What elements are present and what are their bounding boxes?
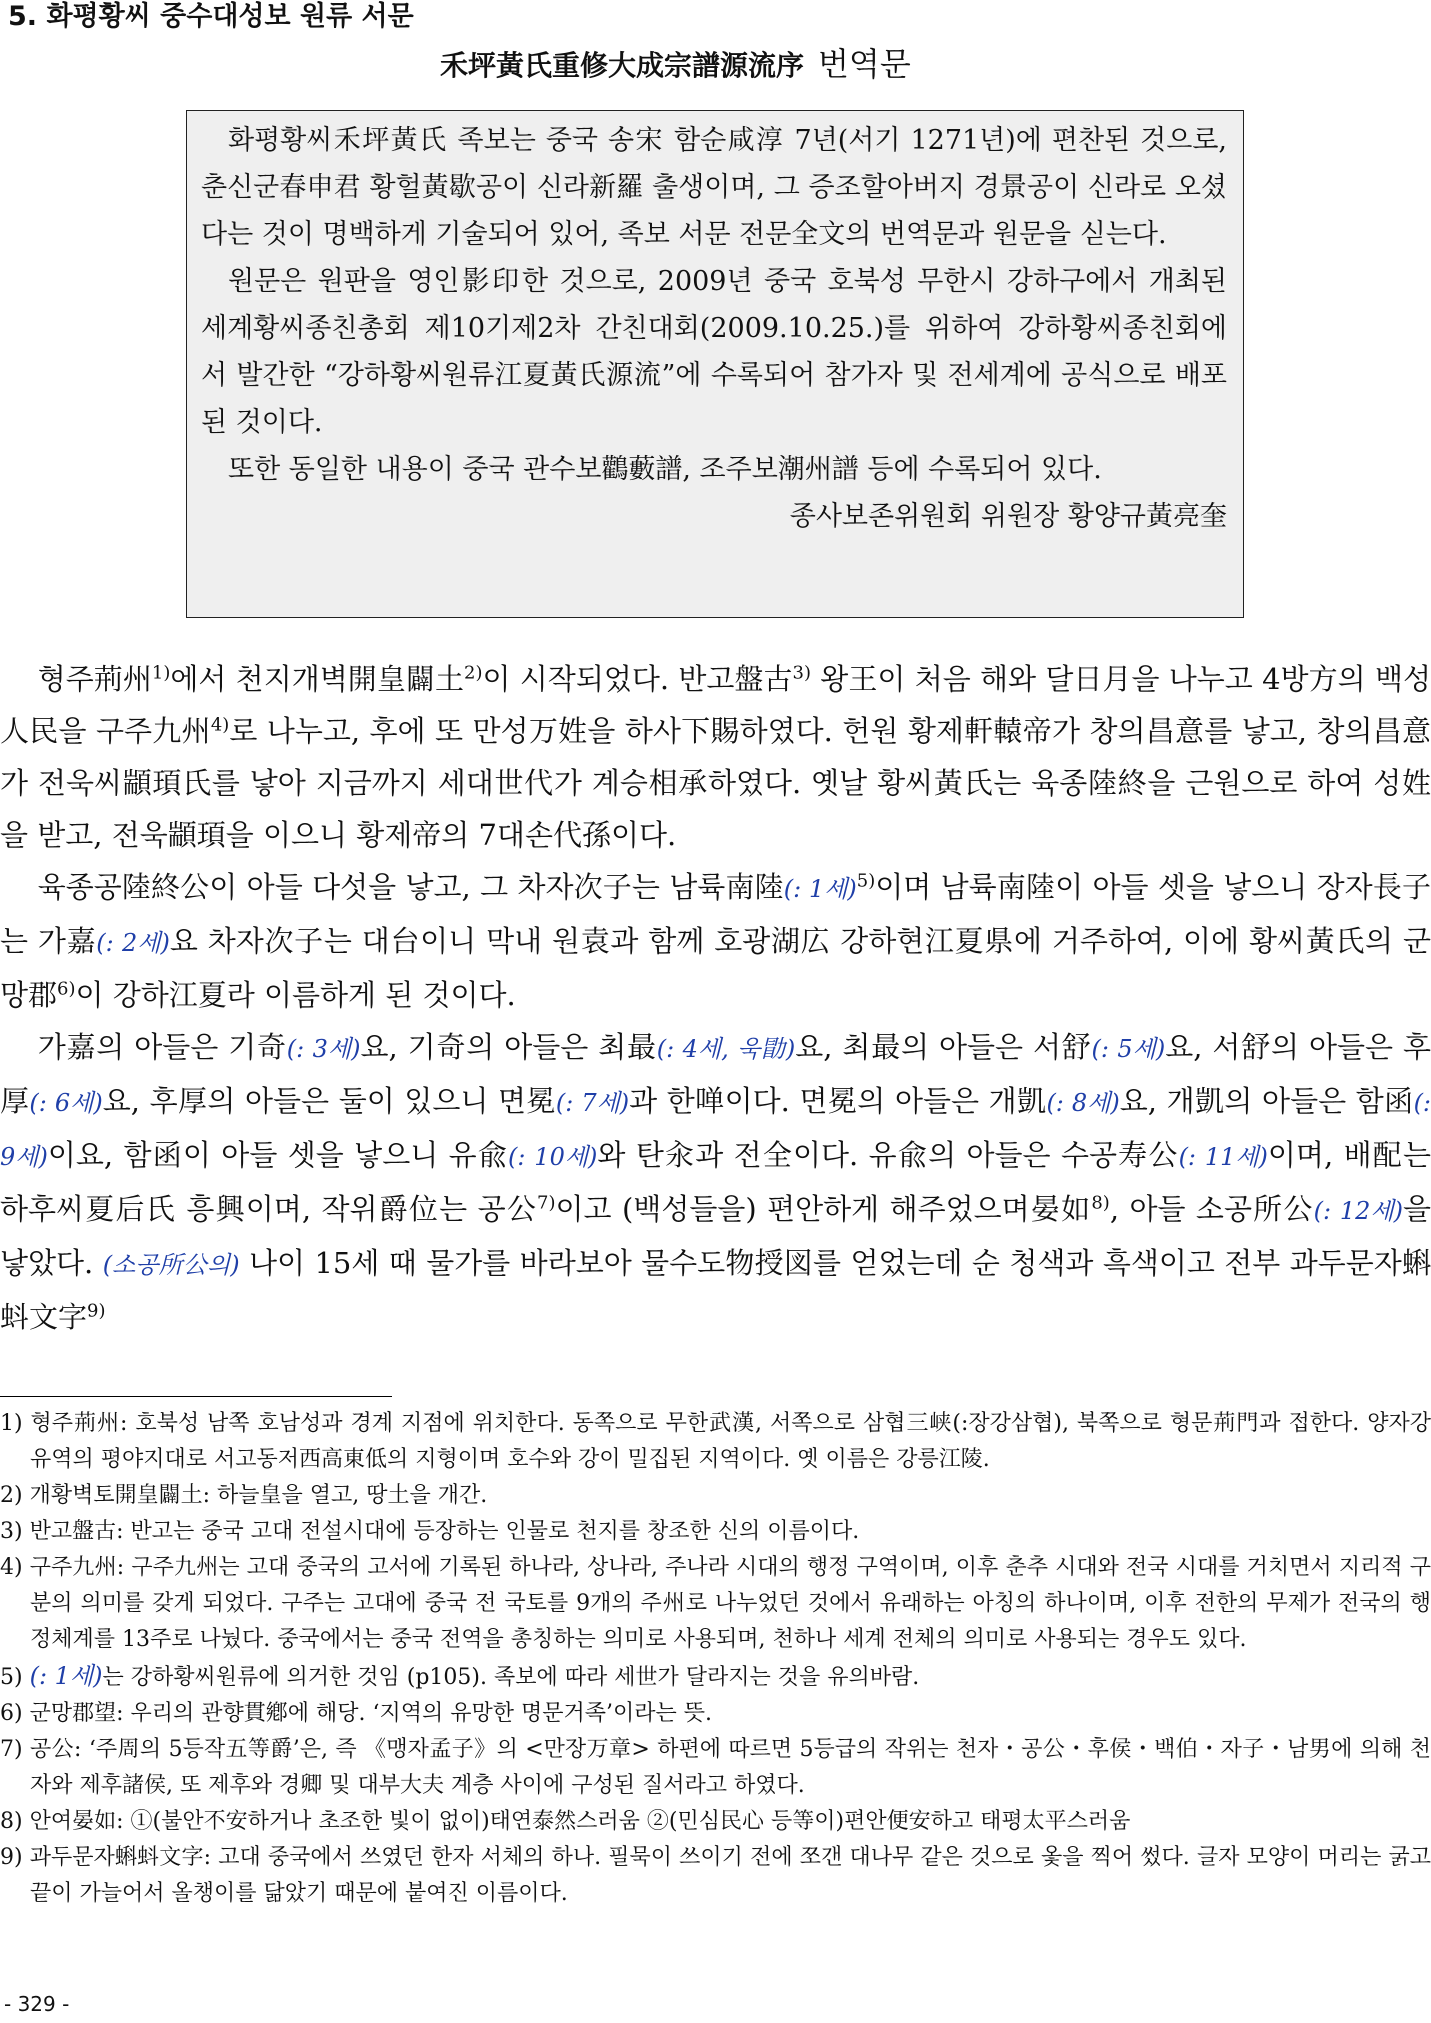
footnote-ref: 1) [151,662,171,684]
document-subtitle [440,42,911,88]
generation-note: (: 5세) [1091,1035,1166,1063]
page-number: - 329 - [4,1992,70,2016]
section-title: 5. 화평황씨 중수대성보 원류 서문 [8,1,414,32]
footnote-ref: 7) [537,1192,556,1214]
body-paragraph-1: 형주荊州$^{1)}$에서 천지개벽開皇闢土$^{2)}$이 시작되었다. 반고盤古$^{3)}$ 왕王이 처음 해와 달日月을 나누고 4방方의 백성人民을 구주九州$^{4)}$로 나누고, 후에 또 만성万姓을 하사下賜하였다. 헌원 황제軒轅帝가 창의昌意를 낳고, 창의昌意가 전욱씨顓頊氏를 낳아 지금까지 세대世代가 계승相承하였다. 옛날 황씨黃氏는 육종陸終을 근원으로 하여 성姓을 받고, 전욱顓頊을 이으니 황제帝의 7대손代孫이다. [0,662,1431,852]
generation-note: (: 11세) [1178,1143,1268,1171]
generation-note: (: 4세, 욱勖) [656,1035,796,1063]
generation-note: (: 3세) [286,1035,361,1063]
footnote-ref: 8) [1091,1192,1110,1214]
generation-note: (: 1세) [29,1662,103,1690]
footnote-ref: 6) [57,978,76,1000]
generation-note: (: 8세) [1046,1089,1120,1117]
footnote: 8) 안여晏如: ①(불안不安하거나 초조한 빛이 없이)태연泰然스러움 ②(민심民心 등等이)편안便安하고 태평太平스러움 [0,1809,1131,1834]
subtitle-hanja: 禾坪黃氏重修大成宗譜源流序 [440,49,805,82]
body-paragraph-2: 육종공陸終公이 아들 다섯을 낳고, 그 차자次子는 남륙南陸(: 1세)$^{5)}$이며 남륙南陸이 아들 셋을 낳으니 장자長子는 가嘉(: 2세)요 차자次子는 대台이니 막내 원袁과 함께 호광湖広 강하현江夏県에 거주하여, 이에 황씨黃氏의 군망郡$^{6)}$이 강하江夏라 이름하게 된 것이다. [0,870,1431,1012]
footnote: 1) 형주荊州: 호북성 남쪽 호남성과 경계 지점에 위치한다. 동쪽으로 무한武漢, 서쪽으로 삼협三峡(:장강삼협), 북쪽으로 형문荊門과 접한다. 양자강 유역의 평야지대로 서고동저西高東低의 지형이며 호수와 강이 밀집된 지역이다. 옛 이름은 강릉江陵. [0,1411,1431,1472]
generation-note: (: 6세) [29,1089,103,1117]
footnote: 3) 반고盤古: 반고는 중국 고대 전설시대에 등장하는 인물로 천지를 창조한 신의 이름이다. [0,1519,860,1544]
summary-signature: 종사보존위원회 위원장 황양규黃亮奎 [789,501,1227,532]
footnote: 2) 개황벽토開皇闢土: 하늘皇을 열고, 땅土을 개간. [0,1483,488,1508]
highlighted-note: (소공所公의) [102,1251,240,1279]
footnote: 7) 공公: ‘주周의 5등작五等爵’은, 즉 《맹자孟子》의 <만장万章> 하편에 따르면 5등급의 작위는 천자・공公・후侯・백伯・자子・남男에 의해 천자와 제후諸侯, 또 제후와 경卿 및 대부大夫 계층 사이에 구성된 질서라고 하였다. [0,1737,1431,1798]
footnote-ref: 4) [210,714,230,736]
generation-note: (: 10세) [508,1143,598,1171]
footnote-ref: 9) [87,1300,106,1322]
subtitle-suffix: 번역문 [818,45,911,83]
body-paragraph-3: 가嘉의 아들은 기奇(: 3세)요, 기奇의 아들은 최最(: 4세, 욱勖)요, 최最의 아들은 서舒(: 5세)요, 서舒의 아들은 후厚(: 6세)요, 후厚의 아들은 둘이 있으니 면冕(: 7세)과 한啴이다. 면冕의 아들은 개凱(: 8세)요, 개凱의 아들은 함函(: 9세)이요, 함函이 아들 셋을 낳으니 유兪(: 10세)와 탄汆과 전全이다. 유兪의 아들은 수공寿公(: 11세)이며, 배配는 하후씨夏后氏 흥興이며, 작위爵位는 공公$^{7)}$이고 (백성들을) 편안하게 해주었으며晏如$^{8)}$, 아들 소공所公(: 12세)을 낳았다. (소공所公의) 나이 15세 때 물가를 바라보아 물수도物授図를 얻었는데 순 청색과 흑색이고 전부 과두문자蝌蚪文字$^{9)}$ [0,1030,1431,1334]
generation-note: (: 2세) [96,929,170,957]
generation-note: (: 1세) [783,875,857,903]
summary-paragraph: 화평황씨禾坪黃氏 족보는 중국 송宋 함순咸淳 7년(서기 1271년)에 편찬된 것으로, 춘신군春申君 황헐黃歇공이 신라新羅 출생이며, 그 증조할아버지 경景공이 신라로 오셨다는 것이 명백하게 기술되어 있어, 족보 서문 전문全文의 번역문과 원문을 싣는다. [201,125,1227,250]
footnote: 5) (: 1세)는 강하황씨원류에 의거한 것임 (p105). 족보에 따라 세世가 달라지는 것을 유의바람. [0,1662,920,1690]
footnote-separator [0,1396,392,1397]
footnote-ref: 3) [792,662,812,684]
summary-box [186,110,1244,618]
footnote-ref: 2) [464,662,483,684]
footnote: 4) 구주九州: 구주九州는 고대 중국의 고서에 기록된 하나라, 상나라, 주나라 시대의 행정 구역이며, 이후 춘추 시대와 전국 시대를 거치면서 지리적 구분의 의미를 갖게 되었다. 구주는 고대에 중국 전 국토를 9개의 주州로 나누었던 것에서 유래하는 아칭의 하나이며, 이후 전한의 무제가 전국의 행정체계를 13주로 나눴다. 중국에서는 중국 전역을 총칭하는 의미로 사용되며, 천하나 세계 전체의 의미로 사용되는 경우도 있다. [0,1555,1431,1652]
generation-note: (: 9세) [0,1089,1431,1171]
generation-note: (: 12세) [1313,1197,1403,1225]
summary-paragraph: 원문은 원판을 영인影印한 것으로, 2009년 중국 호북성 무한시 강하구에서 개최된 세계황씨종친총회 제10기제2차 간친대회(2009.10.25.)를 위하여 강하황씨종친회에서 발간한 “강하황씨원류江夏黃氏源流”에 수록되어 참가자 및 전세계에 공식으로 배포된 것이다. [201,266,1227,438]
summary-paragraph: 또한 동일한 내용이 중국 관수보鸛藪譜, 조주보潮州譜 등에 수록되어 있다. [228,454,1102,485]
footnote: 6) 군망郡望: 우리의 관향貫鄕에 해당. ‘지역의 유망한 명문거족’이라는 뜻. [0,1701,712,1726]
body-text [0,653,1431,1343]
footnote-ref: 5) [856,870,876,892]
footnote: 9) 과두문자蝌蚪文字: 고대 중국에서 쓰였던 한자 서체의 하나. 필묵이 쓰이기 전에 쪼갠 대나무 같은 것으로 옻을 찍어 썼다. 글자 모양이 머리는 굵고 끝이 가늘어서 올챙이를 닮았기 때문에 붙여진 이름이다. [0,1845,1431,1906]
footnotes [0,1406,1431,1912]
generation-note: (: 7세) [555,1089,630,1117]
